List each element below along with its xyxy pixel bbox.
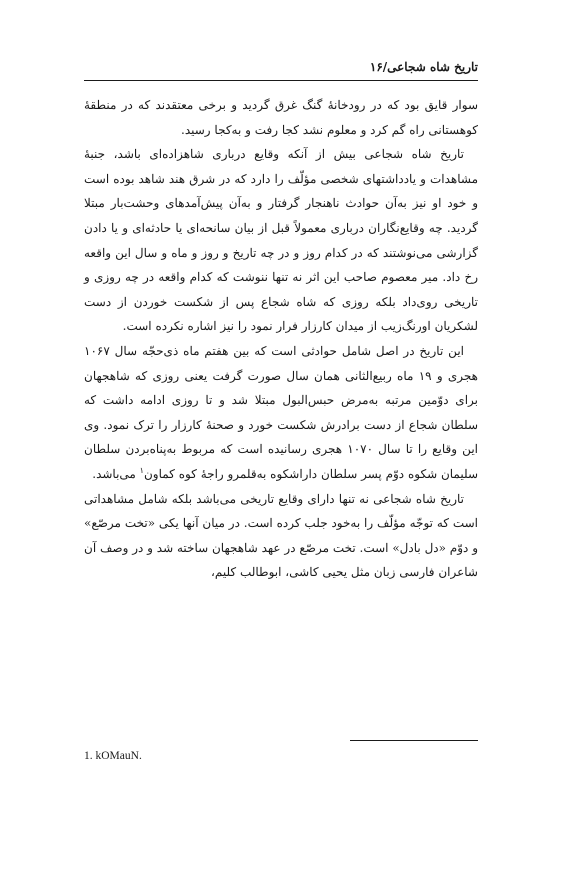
paragraph-1: سوار قایق بود که در رودخانهٔ گنگ غرق گردید و برخی معتقدند که در منطقهٔ کوهستانی راه گم کرد و معلوم نشد کجا رفت و به‌کجا رسید.: [84, 98, 478, 137]
footnote-reference[interactable]: ۱: [139, 465, 144, 475]
paragraph-4: تاریخ شاه شجاعی نه تنها دارای وقایع تاریخی می‌باشد بلکه شامل مشاهداتی است که توجّه مؤلّف را به‌خود جلب کرده است. در میان آنها یکی «تخت مرصّع» و دوّم «دل بادل» است. تخت مرصّع در عهد شاهجهان ساخته شد و در وصف آن شاعران فارسی زبان مثل یحیی کاشی، ابوطالب کلیم،: [84, 491, 478, 580]
footnote: 1. kOMauN.: [84, 750, 142, 762]
paragraph-3: [84, 339, 478, 487]
main-text: [84, 93, 478, 585]
paragraph-3-text: این تاریخ در اصل شامل حوادثی است که بین هفتم ماه ذی‌حجّه سال ۱۰۶۷ هجری و ۱۹ ماه ربیع‌الثانی همان سال صورت گرفت یعنی روزی که شاهجهان برای دوّمین مرتبه به‌مرض حبس‌البول مبتلا شد و تا روزی ادامه داشت که سلطان شجاع از دست برادرش شکست خورد و صحنهٔ کارزار را ترک نمود. وی این وقایع را تا سال ۱۰۷۰ هجری رسانیده است که مربوط به‌پناه‌بردن سلطان سلیمان شکوه دوّم پسر سلطان داراشکوه به‌قلمرو راجهٔ کوه کماون: [84, 343, 478, 481]
paragraph-2: تاریخ شاه شجاعی بیش از آنکه وقایع درباری شاهزاده‌ای باشد، جنبهٔ مشاهدات و یادداشتهای شخصی مؤلّف را دارد که در شرق هند شاهد بوده است و خود او نیز به‌آن حوادث ناهنجار گرفتار و به‌آن پیش‌آمدهای وحشت‌بار مبتلا گردید. چه وقایع‌نگاران درباری معمولاً قبل از بیان سانحه‌ای یا حادثه‌ای و یا دادن گزارشی می‌نوشتند که در کدام روز و در چه تاریخ و روز و ماه و سال این واقعه رخ داد. میر معصوم صاحب این اثر نه تنها ننوشت که کدام واقعه در چه روزی و تاریخی روی‌داد بلکه روزی که شاه شجاع پس از شکست خوردن از دست لشکریان اورنگ‌زیب از میدان کارزار فرار نمود را نیز اشاره نکرده است.: [84, 147, 478, 334]
running-header: تاریخ شاه شجاعی/۱۶: [369, 60, 478, 74]
header-divider: [84, 80, 478, 81]
footnote-divider: [350, 740, 478, 741]
paragraph-3-ending: می‌باشد.: [92, 466, 140, 481]
